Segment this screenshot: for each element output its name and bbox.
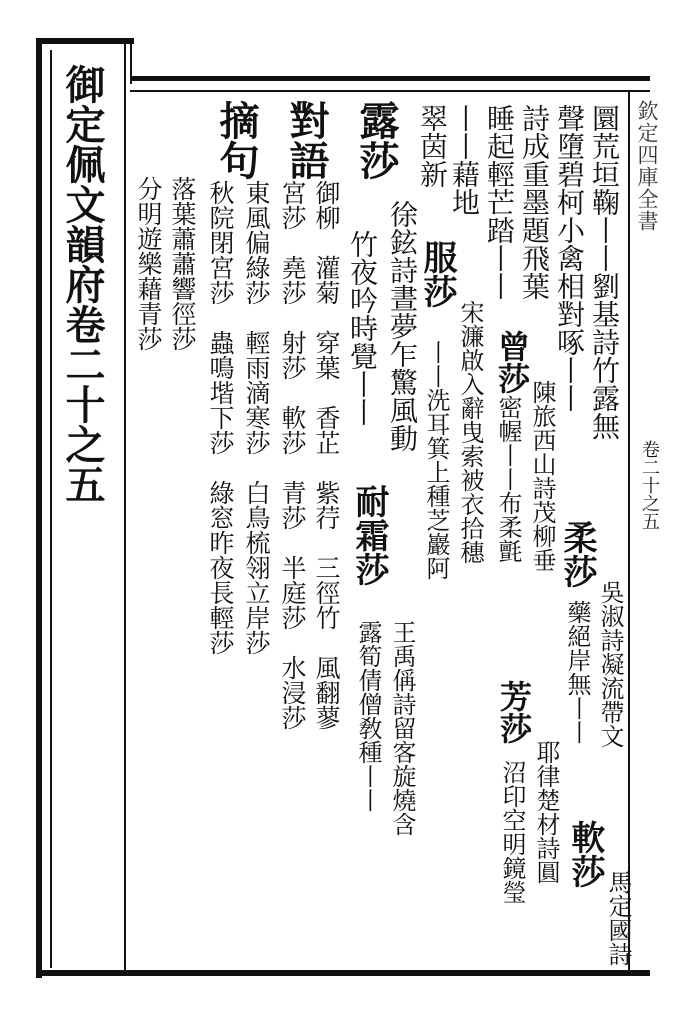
column-5: 睡起輕芒踏丨丨 [483,104,516,300]
entry-head-rousha: 柔莎 [557,520,597,588]
frame-top-inner [130,90,650,92]
title-divider-2 [130,40,132,84]
column-15: 分明遊樂藉青莎 [134,176,163,351]
column-4b: 陳旅西山詩茂柳垂 [528,380,556,572]
entry-head-lusha: 露莎 [353,100,400,180]
frame-top-border-right [130,76,650,81]
column-14: 落葉蕭蕭響徑莎 [168,176,197,351]
column-4: 詩成重墨題飛葉 [518,104,551,300]
column-3a: 吳淑詩凝流帶文 [596,580,624,748]
entry-head-fusha: 服莎 [417,240,457,308]
side-header: 欽定四庫全書 [635,100,659,232]
column-13: 秋院閉宮莎 蟲鳴堦下莎 綠窓昨夜長輕莎 [206,180,235,655]
column-5b: 密幄丨丨布柔氈 [494,395,522,563]
side-footer: 卷二十之五 [639,440,660,530]
entry-head-fangsha: 芳莎 [495,680,533,744]
column-3c: 馬定國詩 [604,870,632,966]
column-9: 竹夜吟時覺丨丨 [346,230,379,426]
column-10: 御柳 灌菊 穿葉 香芷 紫荇 三徑竹 風翻蓼 [312,180,341,730]
column-9b: 王禹偁詩留客旋燒含 [388,620,416,836]
column-7b: 丨丨洗耳箕上種芝巖阿 [422,340,450,580]
column-7: 翠茵新 [416,104,449,188]
section-head-duiyu: 對語 [283,100,330,180]
book-title: 御定佩文韻府卷二十之五 [59,64,106,504]
entry-head-zengsha: 曾莎 [493,330,531,394]
frame-left-inner [50,50,52,968]
title-divider [124,40,126,970]
column-6: 丨丨藉地 [448,104,481,216]
column-5d: 沼印空明鏡瑩 [498,760,526,904]
column-6b: 宋濂啟入辭曳索被衣拾穗 [456,300,484,564]
section-head-zhaiju: 摘句 [213,100,260,180]
frame-top-border [38,38,134,44]
column-2: 聲墮碧柯小禽相對啄丨丨 [553,104,586,412]
right-header-divider [628,92,630,972]
frame-left-border [36,38,42,978]
entry-head-ruansha: 軟莎 [565,820,605,888]
column-1: 圜荒垣鞠丨丨劉基詩竹露無 [588,104,621,440]
column-9c: 露筍倩僧敎種丨丨 [354,620,382,812]
entry-head-naishuangsha: 耐霜莎 [349,484,389,586]
column-11: 宮莎 堯莎 射莎 軟莎 青莎 半庭莎 水浸莎 [278,180,307,730]
column-12: 東風偏綠莎 輕雨滴寒莎 白鳥梳翎立岸莎 [242,180,271,655]
frame-bottom-border [36,970,650,976]
column-5c: 耶律楚材詩圓 [532,740,560,884]
column-8: 徐鉉詩晝夢乍驚風動 [386,200,419,452]
column-3b: 藥絕岸無丨丨 [563,600,591,744]
